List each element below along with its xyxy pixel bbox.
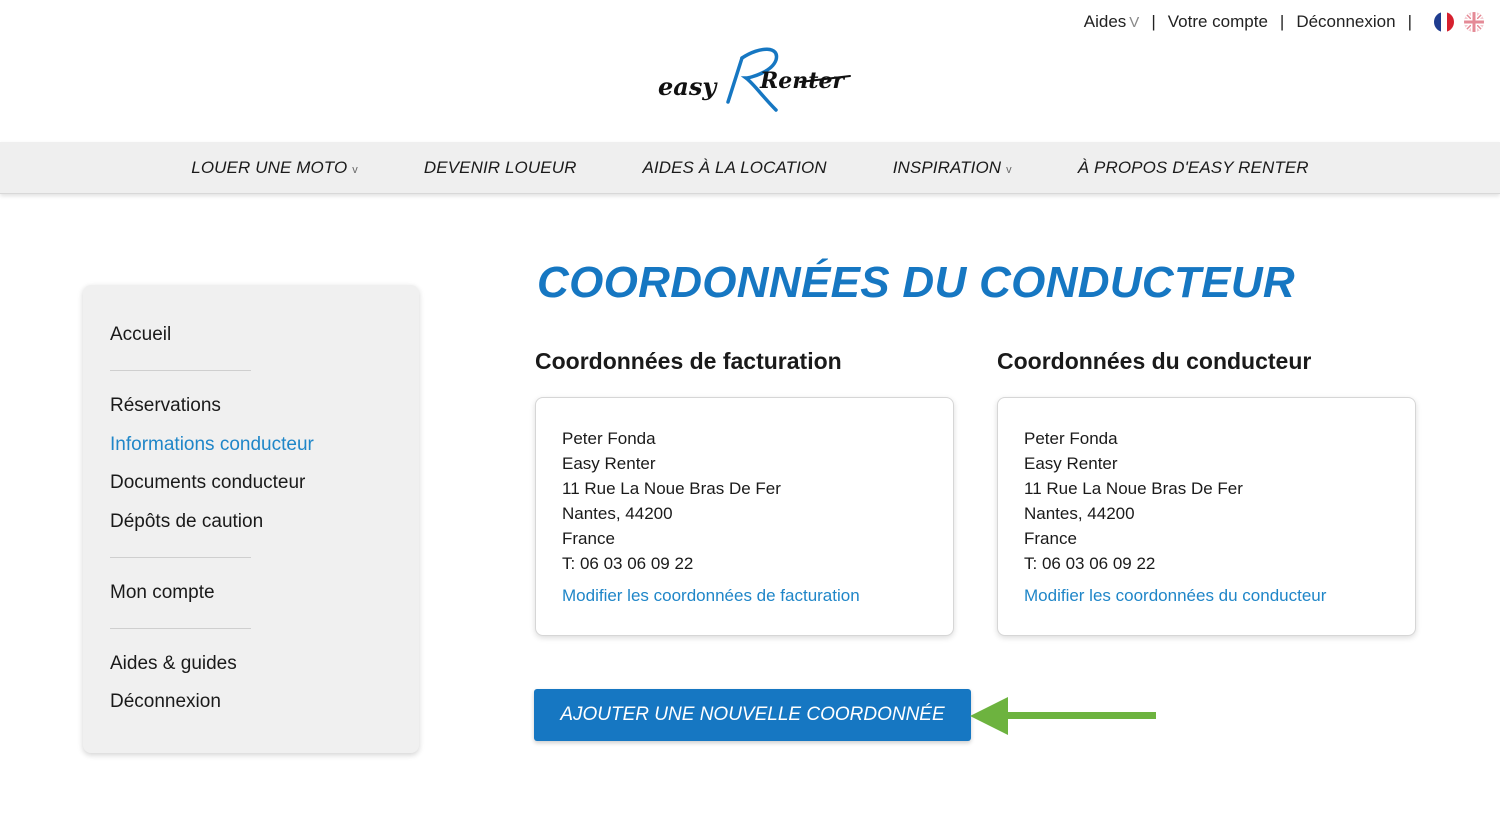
driver-heading: Coordonnées du conducteur — [997, 348, 1312, 374]
help-menu-label: Aides — [1083, 12, 1127, 31]
nav-label: À PROPOS D'EASY RENTER — [1077, 157, 1309, 177]
sidebar-item-help[interactable]: Aides & guides — [110, 653, 237, 674]
sidebar-item-driver-documents[interactable]: Documents conducteur — [110, 472, 306, 493]
nav-label: LOUER UNE MOTO — [191, 157, 348, 177]
chevron-down-icon: V — [1129, 14, 1140, 31]
account-link[interactable]: Votre compte — [1167, 12, 1268, 31]
sidebar-item-driver-info[interactable]: Informations conducteur — [110, 434, 314, 455]
main-nav — [0, 142, 1500, 194]
nav-label: INSPIRATION — [892, 157, 1002, 177]
edit-driver-link[interactable]: Modifier les coordonnées du conducteur — [1024, 586, 1327, 605]
driver-name: Peter Fonda — [1024, 429, 1118, 448]
billing-street: 11 Rue La Noue Bras De Fer — [562, 479, 781, 498]
sidebar-item-deposits[interactable]: Dépôts de caution — [110, 511, 264, 532]
separator: | — [1407, 12, 1412, 31]
billing-heading: Coordonnées de facturation — [535, 348, 842, 374]
chevron-down-icon: v — [352, 163, 358, 176]
logo-word-easy: easy — [658, 72, 717, 101]
sidebar-item-home[interactable]: Accueil — [110, 324, 172, 345]
driver-address-card — [997, 397, 1416, 636]
sidebar-divider — [110, 557, 251, 558]
uk-flag-icon[interactable] — [1464, 12, 1484, 32]
green-arrow-icon — [968, 695, 1160, 737]
nav-rental-help[interactable] — [642, 158, 826, 178]
logout-link[interactable]: Déconnexion — [1296, 12, 1396, 31]
help-menu[interactable] — [1084, 12, 1140, 32]
driver-company: Easy Renter — [1024, 454, 1118, 473]
billing-city: Nantes, 44200 — [562, 504, 673, 523]
chevron-down-icon: v — [1006, 163, 1012, 176]
nav-rent-motorcycle[interactable] — [191, 158, 358, 178]
sidebar-divider — [110, 370, 251, 371]
billing-country: France — [562, 529, 615, 548]
driver-city: Nantes, 44200 — [1024, 504, 1135, 523]
nav-label: AIDES À LA LOCATION — [642, 157, 827, 177]
sidebar-item-account[interactable]: Mon compte — [110, 582, 215, 603]
account-sidebar — [83, 285, 419, 753]
top-utility-bar — [1084, 12, 1484, 32]
nav-label: DEVENIR LOUEUR — [423, 157, 577, 177]
billing-company: Easy Renter — [562, 454, 656, 473]
sidebar-item-logout[interactable]: Déconnexion — [110, 691, 221, 712]
french-flag-icon[interactable] — [1434, 12, 1454, 32]
billing-name: Peter Fonda — [562, 429, 656, 448]
add-new-address-button[interactable]: AJOUTER UNE NOUVELLE COORDONNÉE — [534, 689, 971, 741]
nav-become-renter[interactable] — [424, 158, 577, 178]
nav-inspiration[interactable] — [893, 158, 1012, 178]
sidebar-item-reservations[interactable]: Réservations — [110, 395, 221, 416]
driver-street: 11 Rue La Noue Bras De Fer — [1024, 479, 1243, 498]
separator: | — [1279, 12, 1285, 31]
separator: | — [1151, 12, 1156, 31]
billing-address-card — [535, 397, 954, 636]
page-title: COORDONNÉES DU CONDUCTEUR — [537, 258, 1295, 307]
logo-word-renter: Renter — [760, 68, 845, 94]
edit-billing-link[interactable]: Modifier les coordonnées de facturation — [562, 586, 860, 605]
driver-country: France — [1024, 529, 1077, 548]
driver-phone: T: 06 03 06 09 22 — [1024, 554, 1156, 573]
sidebar-divider — [110, 628, 251, 629]
easy-renter-logo[interactable] — [650, 40, 860, 120]
nav-about[interactable] — [1078, 158, 1309, 178]
billing-phone: T: 06 03 06 09 22 — [562, 554, 694, 573]
